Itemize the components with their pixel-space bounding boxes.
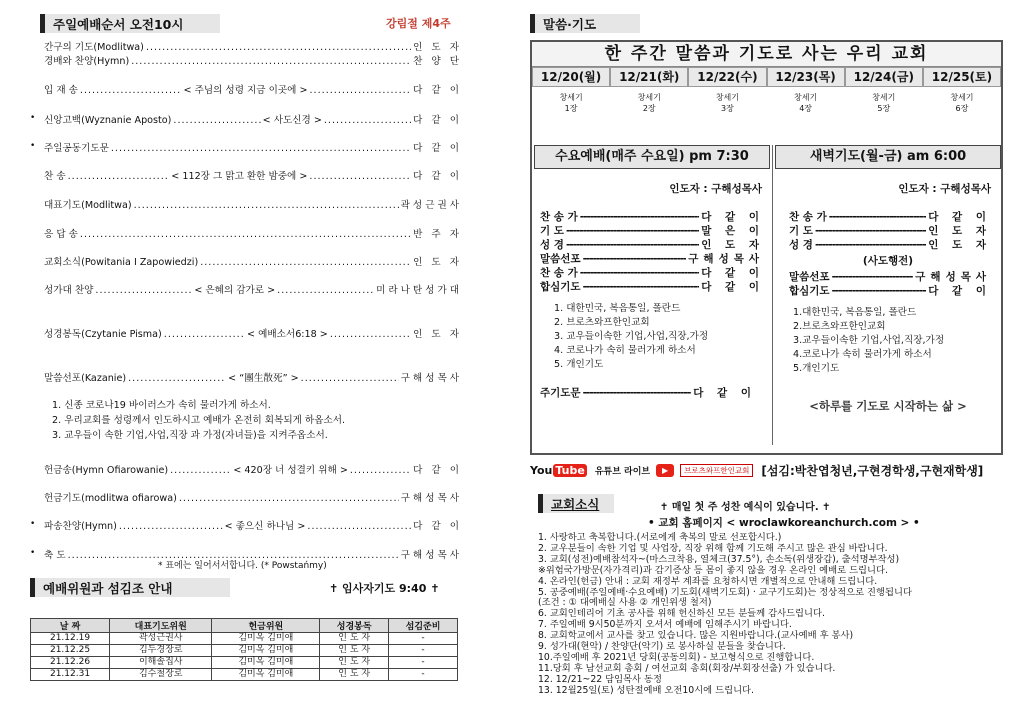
role-label: 찬 송 가	[540, 267, 578, 279]
duty-table	[30, 618, 458, 681]
order-label: 간구의 기도(Modlitwa)	[44, 42, 144, 53]
column-divider	[772, 145, 773, 445]
day-date: 12/23(목)	[767, 67, 845, 87]
list-item: 3.교우들이속한 기업,사업,직장,가정	[793, 335, 945, 346]
order-item	[44, 82, 462, 96]
dot-leader	[330, 329, 411, 340]
dot-leader	[80, 229, 411, 240]
dot-leader	[170, 465, 231, 476]
list-item: 10.주일예배 후 2021년 당회(공동의회) - 보고형식으로 진행합니다.	[538, 651, 815, 663]
role-value: 다 같 이	[701, 281, 764, 293]
dash-leader	[580, 210, 700, 224]
list-item: 13. 12월25일(토) 성탄절예배 오전10시에 드립니다.	[538, 684, 754, 696]
list-item: 9. 성가대(현악) / 찬양단(악기) 로 봉사하실 분들을 찾습니다.	[538, 641, 786, 653]
list-item: 2. 교우분들이 속한 기업 및 사업장, 직장 위해 함께 기도해 주시고 많은 관심 바랍니다.	[538, 542, 888, 554]
dot-leader	[164, 329, 245, 340]
list-item: 2.브로츠와프한인교회	[793, 321, 886, 332]
role-row	[540, 252, 764, 266]
role-value: 다 같 이	[693, 387, 756, 399]
duty-header-prayer: 대표기도위원	[110, 619, 212, 633]
dot-leader	[277, 285, 374, 296]
list-item: 11.당회 후 남선교회 총회 / 여선교회 총회(회장/부회장선출) 가 있습니다.	[538, 662, 836, 674]
list-item: 6. 교회인테리어 기초 공사를 위해 헌신하신 모든 분들께 감사드립니다.	[538, 608, 825, 620]
order-label: 성경봉독(Czytanie Pisma)	[44, 329, 162, 340]
day-item	[688, 67, 766, 127]
order-detail: < 좋으신 하나님 >	[224, 521, 306, 532]
list-item: 5.개인기도	[793, 363, 840, 374]
liturgical-season: 강림절 제4주	[386, 17, 451, 30]
role-row	[789, 224, 991, 238]
table-cell: -	[389, 669, 458, 681]
order-item	[44, 39, 462, 53]
news-notes	[538, 533, 1008, 697]
dot-leader	[95, 285, 192, 296]
list-item: (조건 : ① 대예배실 사용 ② 개인위생 철저)	[538, 597, 712, 609]
day-chapter: 5장	[877, 104, 891, 113]
table-cell: 김수철장로	[110, 669, 212, 681]
role-row	[540, 210, 764, 224]
role-value: 인 도 자	[701, 239, 764, 251]
dot-leader	[301, 373, 399, 384]
role-row	[540, 266, 764, 280]
dot-leader	[134, 200, 399, 211]
word-prayer-title: 말씀·기도	[543, 16, 597, 32]
order-role: 다 같 이	[413, 143, 462, 154]
list-item: 1. 대한민국, 복음통일, 폴란드	[554, 303, 681, 314]
order-label: 신앙고백(Wyznanie Aposto)	[44, 115, 172, 126]
dot-leader	[310, 85, 412, 96]
dot-leader	[173, 115, 260, 126]
wed-leader: 인도자 : 구해성목사	[669, 183, 762, 195]
dot-leader	[309, 171, 411, 182]
committee-header	[30, 578, 230, 597]
role-label: 합심기도	[789, 285, 830, 297]
church-news-title: 교회소식	[551, 496, 600, 512]
dot-leader	[128, 373, 226, 384]
order-label: 응 답 송	[44, 229, 78, 240]
role-label: 말씀선포	[789, 271, 830, 283]
dash-leader	[815, 238, 926, 252]
role-value: 인 도 자	[928, 239, 991, 251]
list-item: 4. 온라인(헌금) 안내 : 교회 재정부 계좌를 요청하시면 개별적으로 안내해 드립니다.	[538, 575, 878, 587]
youtube-live-label: 유튜브 라이브	[594, 466, 651, 477]
order-label: 교회소식(Powitania I Zapowiedzi)	[44, 257, 199, 268]
day-item	[845, 67, 923, 127]
dot-leader	[350, 465, 411, 476]
worship-order-title: 주일예배순서 오전10시	[53, 16, 184, 32]
order-item	[44, 518, 462, 532]
role-value: 인 도 자	[928, 225, 991, 237]
order-label: 말씀선포(Kazanie)	[44, 373, 127, 384]
dot-leader	[146, 42, 411, 53]
bullet-icon: •	[30, 519, 36, 529]
youtube-word: You	[530, 463, 553, 477]
list-item: ※위험국가방문(자가격리)과 감기증상 등 몸이 좋지 않을 경우 온라인 예배로 드립니다.	[538, 564, 888, 576]
prayer-list	[52, 398, 345, 443]
table-cell: 인 도 자	[320, 669, 389, 681]
order-label: 헌금기도(modlitwa ofiarowa)	[44, 493, 177, 504]
role-row	[789, 284, 991, 298]
role-row	[789, 238, 991, 252]
table-cell: 인 도 자	[320, 645, 389, 657]
table-cell: 곽성근권사	[110, 633, 212, 645]
day-chapter: 2장	[642, 104, 656, 113]
order-label: 찬 송	[44, 171, 66, 182]
table-cell: 이해솔집사	[110, 657, 212, 669]
table-cell: 21.12.31	[31, 669, 110, 681]
dash-leader	[566, 224, 699, 238]
order-label: 경배와 찬양(Hymn)	[44, 56, 130, 67]
order-item	[44, 226, 462, 240]
dawn-motto: <하루를 기도로 시작하는 삶 >	[809, 399, 967, 413]
weekly-schedule-box	[530, 40, 1003, 455]
table-cell: 김두경장로	[110, 645, 212, 657]
day-date: 12/22(수)	[688, 67, 766, 87]
order-item	[44, 462, 462, 476]
list-item: 3. 교회(성전)예배참석자~(마스크착용, 열체크(37.5°), 손소독(위생장갑), 출석명부작성)	[538, 553, 900, 565]
prayer-item: 3. 교우들이 속한 기업,사업,직장 과 가정(자녀들)을 지켜주옵소서.	[52, 430, 328, 441]
youtube-logo[interactable]	[530, 464, 587, 477]
dawn-prayers	[775, 298, 1001, 376]
order-role: 인 도 자	[413, 257, 462, 268]
role-row	[789, 270, 991, 284]
word-prayer-header	[530, 14, 640, 33]
order-label: 축 도	[44, 550, 66, 561]
dash-leader	[583, 252, 687, 266]
day-chapter: 6장	[955, 104, 969, 113]
duty-header-offering: 헌금위원	[212, 619, 320, 633]
dawn-service	[775, 145, 1001, 445]
youtube-bar	[530, 459, 1010, 481]
order-item	[44, 197, 462, 211]
order-item	[44, 254, 462, 268]
order-role: 다 같 이	[413, 465, 462, 476]
dash-leader	[815, 224, 926, 238]
duty-header-serving: 섬김준비	[389, 619, 458, 633]
table-row	[31, 645, 458, 657]
prayer-item: 2. 우리교회를 성령께서 인도하시고 예배가 온전히 회복되게 하옵소서.	[52, 415, 346, 426]
role-row	[540, 238, 764, 252]
day-book: 창세기	[794, 93, 818, 102]
wed-prayers	[534, 294, 770, 372]
table-row	[31, 657, 458, 669]
bullet-icon: •	[30, 548, 36, 558]
day-chapter: 1장	[564, 104, 578, 113]
order-detail: < 은혜의 감가로 >	[194, 285, 276, 296]
table-cell: -	[389, 645, 458, 657]
day-date: 12/24(금)	[845, 67, 923, 87]
order-item	[44, 112, 462, 126]
table-row	[31, 633, 458, 645]
role-label: 찬 송 가	[789, 211, 827, 223]
table-cell: 인 도 자	[320, 657, 389, 669]
dawn-roles	[775, 210, 1001, 252]
order-item	[44, 53, 462, 67]
day-book: 창세기	[950, 93, 974, 102]
role-value: 다 같 이	[928, 211, 991, 223]
serving-members: [섬김:박찬엽청년,구현경학생,구현재학생]	[761, 463, 984, 478]
order-item	[44, 168, 462, 182]
day-item	[767, 67, 845, 127]
dash-leader	[832, 270, 914, 284]
play-icon[interactable]: ▶	[656, 464, 674, 477]
list-item: 7. 주일예배 9시50분까지 오셔서 예배에 임해주시기 바랍니다.	[538, 619, 792, 631]
dawn-leader: 인도자 : 구해성목사	[898, 183, 991, 195]
order-label: 파송찬양(Hymn)	[44, 521, 117, 532]
committee-title: 예배위원과 섬김조 안내	[43, 580, 173, 596]
order-role: 다 같 이	[413, 171, 462, 182]
dash-leader	[580, 266, 700, 280]
communion-note: ✝ 매일 첫 주 성찬 예식이 있습니다. ✝	[660, 502, 831, 513]
role-value: 말 은 이	[701, 225, 764, 237]
day-date: 12/25(토)	[923, 67, 1001, 87]
order-label: 주일공동기도문	[44, 143, 109, 154]
role-value: 구해성목사	[688, 253, 764, 265]
order-label: 헌금송(Hymn Ofiarowanie)	[44, 465, 169, 476]
table-cell: 21.12.26	[31, 657, 110, 669]
order-detail: < “團生散死” >	[228, 373, 299, 384]
list-item: 8. 교회학교에서 교사를 찾고 있습니다. 많은 지원바랍니다.(교사예배 후 봉사)	[538, 630, 854, 642]
order-role: 다 같 이	[413, 115, 462, 126]
table-row	[31, 669, 458, 681]
order-role: 다 같 이	[413, 521, 462, 532]
duty-header-reading: 성경봉독	[320, 619, 389, 633]
role-label: 찬 송 가	[540, 211, 578, 223]
day-item	[923, 67, 1001, 127]
role-label: 주기도문	[540, 387, 581, 399]
role-label: 성 경	[540, 239, 564, 251]
prayer-item: 1. 신종 코로나19 바이러스가 속히 물러가게 하소서.	[52, 400, 271, 411]
table-cell: 인 도 자	[320, 633, 389, 645]
day-item	[610, 67, 688, 127]
day-book: 창세기	[559, 93, 583, 102]
dot-leader	[119, 521, 223, 532]
table-cell: 김미옥 김미애	[212, 633, 320, 645]
role-label: 말씀선포	[540, 253, 581, 265]
role-value: 다 같 이	[928, 285, 991, 297]
list-item: 5. 개인기도	[554, 359, 604, 370]
role-value: 다 같 이	[701, 211, 764, 223]
list-item: 12. 12/21~22 담임목사 동정	[538, 673, 662, 685]
church-badge[interactable]: 브로츠와프한인교회	[680, 464, 753, 477]
order-role: 구해성목사	[400, 493, 462, 504]
list-item: 3. 교우들이속한 기업,사업,직장,가정	[554, 331, 709, 342]
order-role: 구해성목사	[400, 373, 462, 384]
day-date: 12/20(월)	[532, 67, 610, 87]
order-label: 입 재 송	[44, 85, 78, 96]
bullet-icon: •	[30, 141, 36, 151]
homepage-line[interactable]: • 교회 홈페이지 < wroclawkoreanchurch.com > •	[648, 517, 920, 529]
table-cell: -	[389, 633, 458, 645]
list-item: 5. 공중예배(주일예배·수요예배) 기도회(새벽기도회) · 교구기도회)는 정상적으로 진행됩니다	[538, 586, 912, 598]
order-detail: < 112장 그 맑고 환한 밤중에 >	[171, 171, 308, 182]
dash-leader	[583, 280, 700, 294]
table-cell: 김미옥 김미애	[212, 657, 320, 669]
dash-leader	[829, 210, 927, 224]
day-book: 창세기	[637, 93, 661, 102]
day-list	[532, 67, 1001, 127]
table-cell: 21.12.19	[31, 633, 110, 645]
wed-roles	[534, 210, 770, 294]
wed-lords-prayer	[534, 372, 770, 400]
role-value: 다 같 이	[701, 267, 764, 279]
order-item	[44, 370, 462, 384]
role-row	[789, 210, 991, 224]
table-cell: 21.12.25	[31, 645, 110, 657]
day-date: 12/21(화)	[610, 67, 688, 87]
day-book: 창세기	[715, 93, 740, 102]
bullet-icon: •	[30, 113, 36, 123]
order-role: 미라나탄성가대	[376, 285, 462, 296]
order-role: 인 도 자	[413, 329, 462, 340]
dot-leader	[307, 521, 411, 532]
order-item	[44, 282, 462, 296]
order-label: 성가대 찬양	[44, 285, 94, 296]
role-row	[540, 280, 764, 294]
order-role: 찬 양 단	[413, 56, 462, 67]
order-detail: < 예배소서6:18 >	[247, 329, 328, 340]
list-item: 4. 코로나가 속히 물러가게 하소서	[554, 345, 696, 356]
day-item	[532, 67, 610, 127]
wed-service	[534, 145, 770, 445]
day-book: 창세기	[872, 93, 896, 102]
table-cell: 김미옥 김미애	[212, 669, 320, 681]
dot-leader	[131, 56, 411, 67]
list-item: 4.코로나가 속히 물러가게 하소서	[793, 349, 932, 360]
duty-table-header	[31, 619, 458, 633]
list-item: 1. 사랑하고 축복합니다.(서로에게 축복의 말로 선포합시다.)	[538, 532, 782, 543]
order-detail: < 주님의 성령 지금 이곳에 >	[183, 85, 308, 96]
week-title: 한 주간 말씀과 기도로 사는 우리 교회	[532, 42, 1001, 67]
dawn-apostles: (사도행전)	[862, 255, 914, 267]
order-role: 곽성근권사	[400, 200, 462, 211]
day-chapter: 4장	[799, 104, 813, 113]
role-row	[540, 224, 764, 238]
role-label: 기 도	[789, 225, 813, 237]
order-item	[44, 140, 462, 154]
order-item	[44, 326, 462, 340]
order-role: 반 주 자	[413, 229, 462, 240]
dot-leader	[111, 143, 411, 154]
dawn-service-title: 새벽기도(월-금) am 6:00	[775, 145, 1001, 169]
order-detail: < 사도신경 >	[262, 115, 322, 126]
before-prayer-time: ✝ 임사자기도 9:40 ✝	[329, 582, 440, 595]
list-item: 2. 브로츠와프한인교회	[554, 317, 650, 328]
dash-leader	[832, 284, 927, 298]
order-role: 구해성목사	[400, 550, 462, 561]
role-label: 합심기도	[540, 281, 581, 293]
order-detail: < 420장 너 성결키 위해 >	[233, 465, 348, 476]
dot-leader	[68, 171, 170, 182]
table-cell: 김미옥 김미애	[212, 645, 320, 657]
youtube-tube: Tube	[555, 463, 585, 477]
order-role: 다 같 이	[413, 85, 462, 96]
standing-note: * 표에는 일어서서합니다. (* Powstańmy)	[158, 561, 327, 571]
worship-order-header	[40, 14, 220, 33]
dash-leader	[566, 238, 699, 252]
order-label: 대표기도(Modlitwa)	[44, 200, 132, 211]
role-value: 구해성목사	[915, 271, 991, 283]
dot-leader	[200, 257, 411, 268]
role-label: 기 도	[540, 225, 564, 237]
list-item: 1.대한민국, 복음통일, 폴란드	[793, 307, 917, 318]
duty-header-date: 날 짜	[31, 619, 110, 633]
table-cell: -	[389, 657, 458, 669]
church-news-header	[538, 494, 614, 513]
order-item	[44, 490, 462, 504]
wed-service-title: 수요예배(매주 수요일) pm 7:30	[534, 145, 770, 169]
role-label: 성 경	[789, 239, 813, 251]
dot-leader	[80, 85, 182, 96]
order-role: 인 도 자	[413, 42, 462, 53]
dot-leader	[324, 115, 411, 126]
dot-leader	[179, 493, 399, 504]
day-chapter: 3장	[721, 104, 734, 113]
dawn-roles-2	[775, 270, 1001, 298]
